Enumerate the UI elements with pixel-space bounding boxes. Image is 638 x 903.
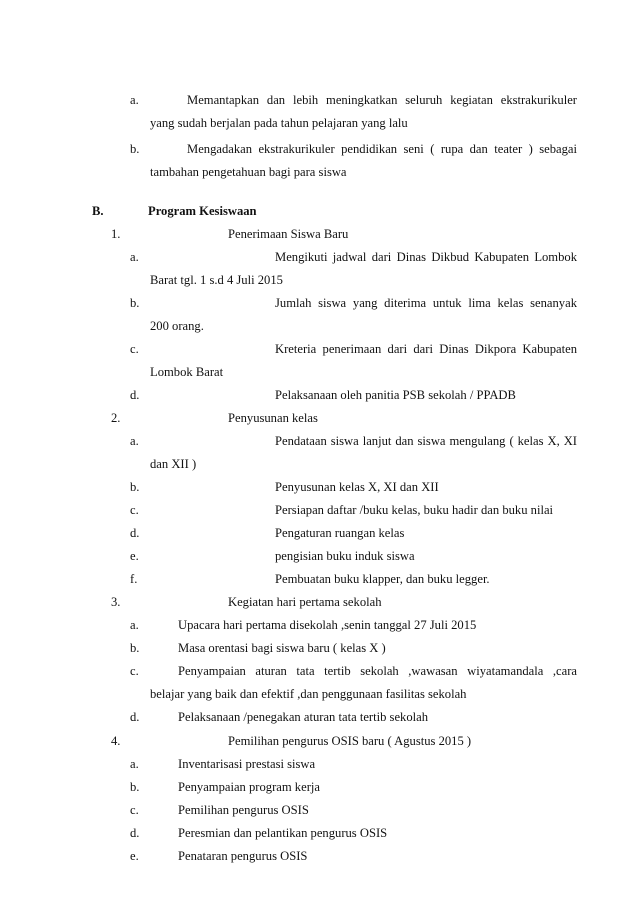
list-item-text: Upacara hari pertama disekolah ,senin tanggal 27 Juli 2015 xyxy=(178,618,477,632)
list-item-continuation: Lombok Barat xyxy=(150,365,224,379)
list-item-text: Pelaksanaan oleh panitia PSB sekolah / PPADB xyxy=(275,388,516,402)
list-item-text: Persiapan daftar /buku kelas, buku hadir dan buku nilai xyxy=(275,503,554,517)
list-item-text: Penyusunan kelas X, XI dan XII xyxy=(275,480,439,494)
list-item-text: Mengikuti jadwal dari Dinas Dikbud Kabupaten Lombok xyxy=(275,250,577,264)
list-marker: d. xyxy=(130,388,140,402)
section-title: Program Kesiswaan xyxy=(148,204,257,218)
list-item-text: Kreteria penerimaan dari dari Dinas Dikpora Kabupaten xyxy=(275,342,577,356)
group-marker: 3. xyxy=(111,595,121,609)
list-item-continuation: Barat tgl. 1 s.d 4 Juli 2015 xyxy=(150,273,283,287)
list-marker: c. xyxy=(130,342,139,356)
list-item-text: Pelaksanaan /penegakan aturan tata tertib sekolah xyxy=(178,710,429,724)
group-title: Pemilihan pengurus OSIS baru ( Agustus 2015 ) xyxy=(228,734,472,748)
list-marker: f. xyxy=(130,572,138,586)
list-marker: d. xyxy=(130,826,140,840)
list-item-continuation: tambahan pengetahuan bagi para siswa xyxy=(150,165,347,179)
list-marker: d. xyxy=(130,526,140,540)
group-marker: 1. xyxy=(111,227,121,241)
list-item-text: Memantapkan dan lebih meningkatkan seluruh kegiatan ekstrakurikuler xyxy=(187,93,577,107)
list-item-text: Pemilihan pengurus OSIS xyxy=(178,803,309,817)
list-marker: c. xyxy=(130,664,139,678)
group-title: Penyusunan kelas xyxy=(228,411,318,425)
list-marker: a. xyxy=(130,93,139,107)
list-marker: e. xyxy=(130,549,139,563)
list-marker: c. xyxy=(130,503,139,517)
list-marker: a. xyxy=(130,250,139,264)
list-item-text: Pendataan siswa lanjut dan siswa mengulang ( kelas X, XI xyxy=(275,434,577,448)
list-marker: a. xyxy=(130,618,139,632)
list-item-text: Penataran pengurus OSIS xyxy=(178,849,308,863)
list-item-continuation: dan XII ) xyxy=(150,457,197,471)
list-marker: a. xyxy=(130,434,139,448)
list-item-text: Mengadakan ekstrakurikuler pendidikan seni ( rupa dan teater ) sebagai xyxy=(187,142,577,156)
group-marker: 2. xyxy=(111,411,121,425)
list-marker: b. xyxy=(130,142,140,156)
list-item-continuation: belajar yang baik dan efektif ,dan penggunaan fasilitas sekolah xyxy=(150,687,467,701)
list-item-text: Peresmian dan pelantikan pengurus OSIS xyxy=(178,826,388,840)
group-title: Penerimaan Siswa Baru xyxy=(228,227,349,241)
list-item-continuation: yang sudah berjalan pada tahun pelajaran yang lalu xyxy=(150,116,408,130)
list-item-text: Penyampaian program kerja xyxy=(178,780,320,794)
list-marker: d. xyxy=(130,710,140,724)
list-marker: c. xyxy=(130,803,139,817)
list-item-text: Jumlah siswa yang diterima untuk lima kelas senanyak xyxy=(275,296,577,310)
list-item-text: Pembuatan buku klapper, dan buku legger. xyxy=(275,572,490,586)
list-marker: e. xyxy=(130,849,139,863)
list-marker: b. xyxy=(130,296,140,310)
list-item-text: Masa orentasi bagi siswa baru ( kelas X ) xyxy=(178,641,386,655)
group-marker: 4. xyxy=(111,734,121,748)
list-item-continuation: 200 orang. xyxy=(150,319,204,333)
group-title: Kegiatan hari pertama sekolah xyxy=(228,595,382,609)
list-item-text: Inventarisasi prestasi siswa xyxy=(178,757,316,771)
list-item-text: Pengaturan ruangan kelas xyxy=(275,526,405,540)
section-marker: B. xyxy=(92,204,104,218)
list-item-text: pengisian buku induk siswa xyxy=(275,549,415,563)
list-marker: b. xyxy=(130,641,140,655)
list-item-text: Penyampaian aturan tata tertib sekolah ,wawasan wiyatamandala ,cara xyxy=(178,664,577,678)
list-marker: b. xyxy=(130,480,140,494)
list-marker: a. xyxy=(130,757,139,771)
list-marker: b. xyxy=(130,780,140,794)
